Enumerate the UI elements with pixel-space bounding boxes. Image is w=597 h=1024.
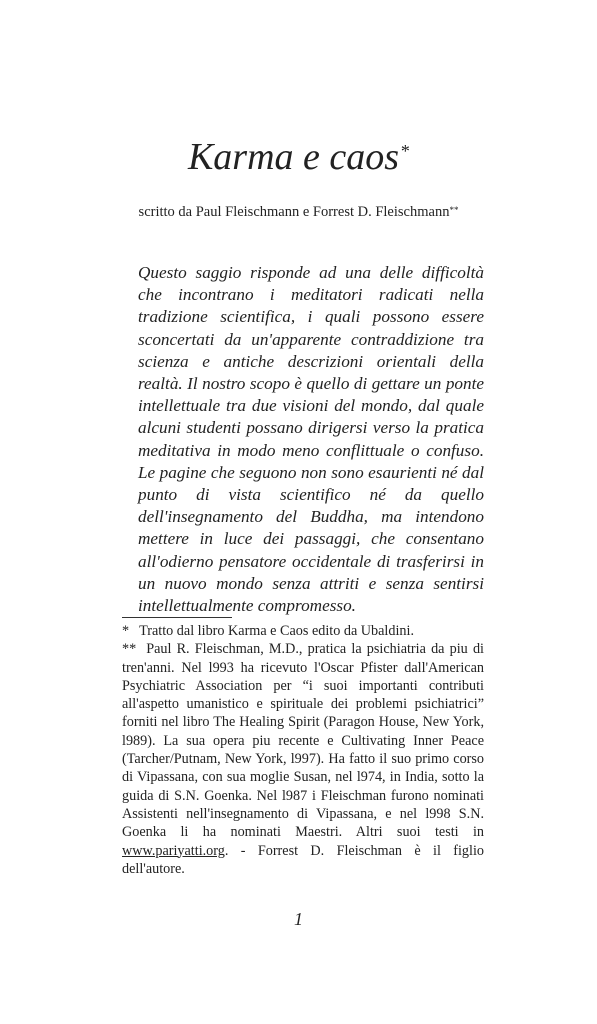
author-byline	[0, 202, 597, 222]
footnote-2-text: Paul R. Fleischman, M.D., pratica la psichiatria da piu di tren'anni. Nel l993 ha ricevuto l'Oscar Pfister dall'American Psychiatric Association per “i suoi importanti contributi all'aspetto umanistico e spirituale dei problemi psichiatrici” forniti nel libro The Healing Spirit (Paragon House, New York, l989). La sua opera piu recente e Cultivating Inner Peace (Tarcher/Putnam, New York, l997). Ha fatto il suo primo corso di Vipassana, con sua moglie Susan, nel l974, in India, sotto la guida di S.N. Goenka. Nel l987 i Fleischman furono nominati Assistenti nell'insegnamento di Vipassana, e nel l998 S.N. Goenka li ha nominati Maestri. Altri suoi testi in	[122, 641, 484, 841]
title-text: Karma e caos	[187, 136, 400, 178]
footnote-1-mark: *	[122, 623, 130, 639]
footnote-2-mark: **	[122, 641, 137, 658]
footnote-2-after: . - Forrest D. Fleischman è il figlio dell'autore.	[122, 842, 484, 877]
footnote-1	[122, 622, 484, 640]
abstract-paragraph: Questo saggio risponde ad una delle difficoltà che incontrano i meditatori radicati nella tradizione scientifica, i quali possono essere sconcertati da un'apparente contraddizione tra scienza e antiche descrizioni orientali della realtà. Il nostro scopo è quello di gettare un ponte intellettuale tra due visioni del mondo, dal quale alcuni studenti possano dirigersi verso la pratica meditativa in modo meno conflittuale o confuso. Le pagine che seguono non sono esaurienti né dal punto di vista scientifico né da quello dell'insegnamento del Buddha, ma intendono mettere in luce dei passaggi, che consentano all'odierno pensatore occidentale di trasferirsi in un nuovo mondo senza attriti e senza sentirsi intellettualmente compromesso.	[138, 263, 484, 616]
pariyatti-link[interactable]: www.pariyatti.org	[122, 842, 225, 859]
byline-footnote-mark: **	[449, 205, 459, 215]
footnote-2	[122, 640, 484, 878]
footnote-divider	[122, 617, 232, 618]
title-footnote-mark: *	[400, 141, 410, 161]
page-title	[0, 134, 597, 180]
footnote-1-text: Tratto dal libro Karma e Caos edito da Ubaldini.	[139, 623, 414, 639]
byline-text: scritto da Paul Fleischmann e Forrest D. Fleischmann	[138, 204, 450, 220]
page-number: 1	[294, 909, 303, 929]
footnotes	[122, 622, 484, 878]
